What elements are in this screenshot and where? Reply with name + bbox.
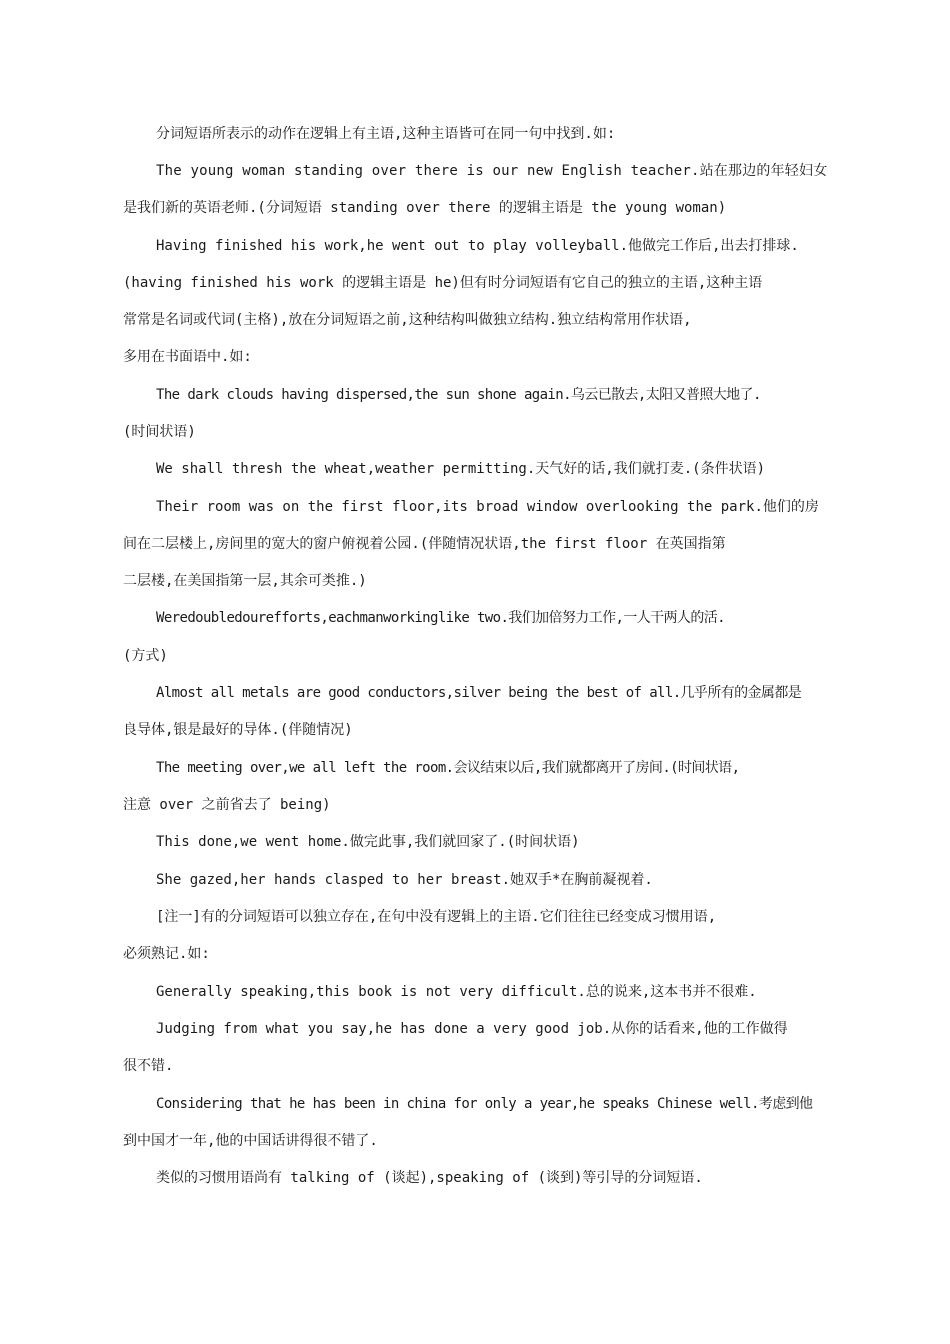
text-line: (having finished his work 的逻辑主语是 he)但有时分词短语有它自己的独立的主语,这种主语 — [123, 275, 763, 291]
text-line: 多用在书面语中.如: — [123, 349, 252, 365]
text-line: Considering that he has been in china for only a year,he speaks Chinese well.考虑到他 — [156, 1096, 813, 1112]
text-line: She gazed,her hands clasped to her breast.她双手*在胸前凝视着. — [156, 872, 653, 888]
text-line: Almost all metals are good conductors,silver being the best of all.几乎所有的金属都是 — [156, 685, 802, 701]
text-line: 到中国才一年,他的中国话讲得很不错了. — [123, 1133, 378, 1149]
text-line: 分词短语所表示的动作在逻辑上有主语,这种主语皆可在同一句中找到.如: — [156, 126, 616, 142]
text-line: The meeting over,we all left the room.会议结束以后,我们就都离开了房间.(时间状语, — [156, 760, 740, 776]
text-line: The dark clouds having dispersed,the sun shone again.乌云已散去,太阳又普照大地了. — [156, 387, 761, 403]
text-line: Having finished his work,he went out to play volleyball.他做完工作后,出去打排球. — [156, 238, 799, 254]
text-line: 注意 over 之前省去了 being) — [123, 797, 331, 813]
text-line: (时间状语) — [123, 424, 196, 440]
text-line: Weredoubledourefforts,eachmanworkinglike two.我们加倍努力工作,一人干两人的活. — [156, 610, 725, 626]
text-line: 类似的习惯用语尚有 talking of (谈起),speaking of (谈到)等引导的分词短语. — [156, 1170, 703, 1186]
text-line: [注一]有的分词短语可以独立存在,在句中没有逻辑上的主语.它们往往已经变成习惯用语, — [156, 909, 717, 925]
text-line: 是我们新的英语老师.(分词短语 standing over there 的逻辑主语是 the young woman) — [123, 200, 727, 216]
text-line: Their room was on the first floor,its broad window overlooking the park.他们的房 — [156, 499, 819, 515]
text-line: 常常是名词或代词(主格),放在分词短语之前,这种结构叫做独立结构.独立结构常用作状语, — [123, 312, 692, 328]
text-line: Generally speaking,this book is not very difficult.总的说来,这本书并不很难. — [156, 984, 757, 1000]
text-line: This done,we went home.做完此事,我们就回家了.(时间状语) — [156, 834, 580, 850]
text-line: 很不错. — [123, 1058, 174, 1074]
text-line: We shall thresh the wheat,weather permitting.天气好的话,我们就打麦.(条件状语) — [156, 461, 766, 477]
text-line: 间在二层楼上,房间里的宽大的窗户俯视着公园.(伴随情况状语,the first floor 在英国指第 — [123, 536, 726, 552]
text-line: 二层楼,在美国指第一层,其余可类推.) — [123, 573, 367, 589]
text-line: 必须熟记.如: — [123, 946, 210, 962]
text-line: The young woman standing over there is our new English teacher.站在那边的年轻妇女 — [156, 163, 828, 179]
text-line: 良导体,银是最好的导体.(伴随情况) — [123, 722, 353, 738]
text-line: (方式) — [123, 648, 168, 664]
text-line: Judging from what you say,he has done a very good job.从你的话看来,他的工作做得 — [156, 1021, 788, 1037]
